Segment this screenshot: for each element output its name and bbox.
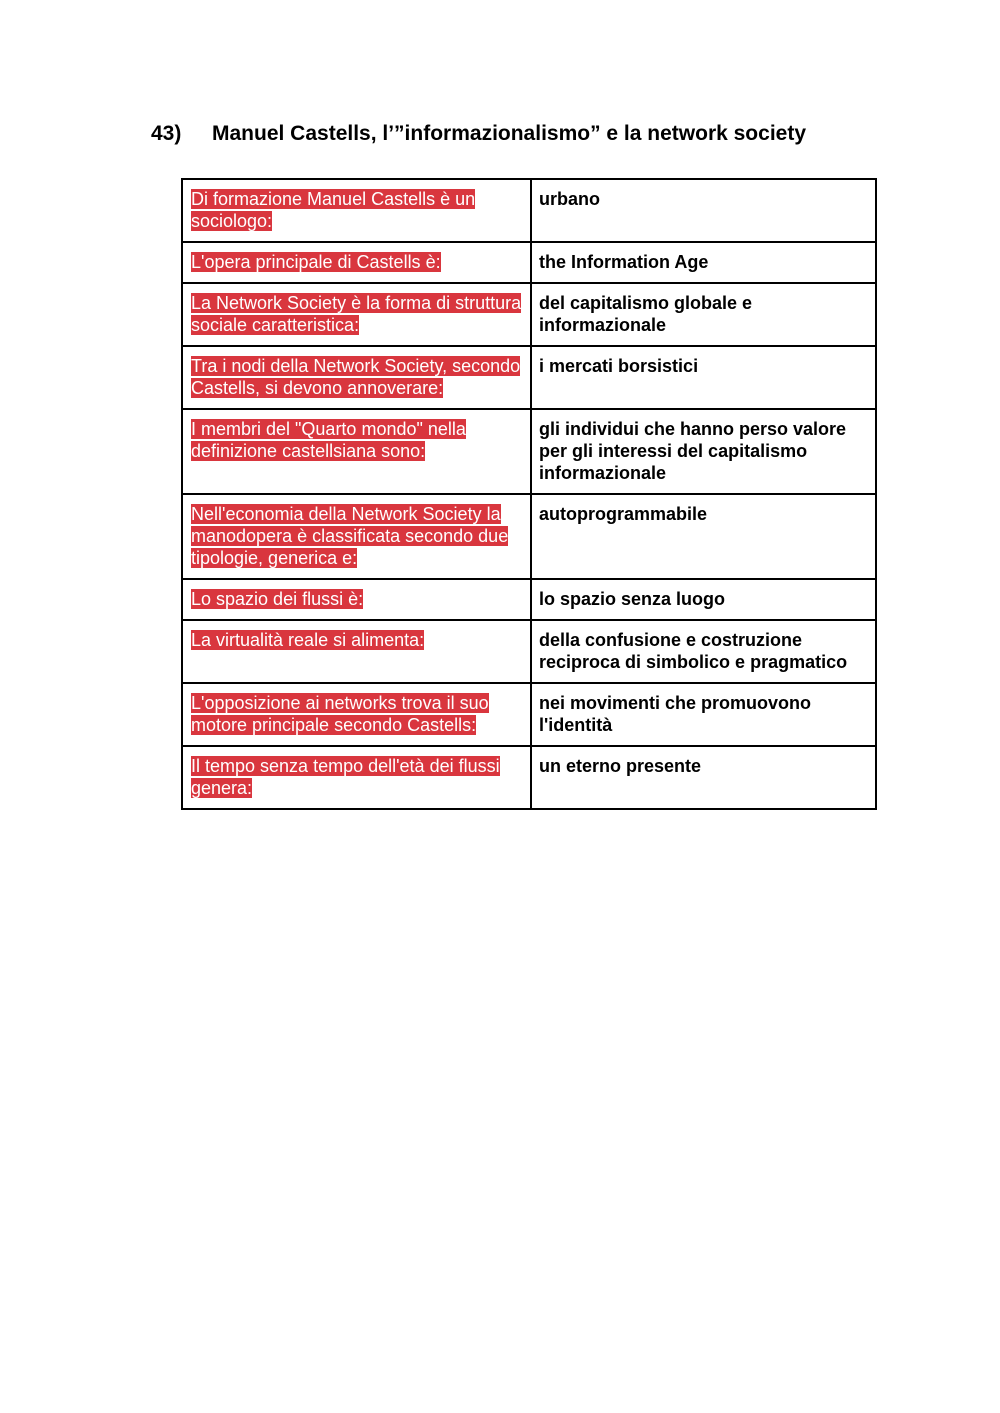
- question-cell: [182, 494, 531, 579]
- answer-cell: un eterno presente: [531, 746, 876, 809]
- question-text: La virtualità reale si alimenta:: [191, 630, 425, 650]
- table-row: [182, 683, 876, 746]
- answer-cell: autoprogrammabile: [531, 494, 876, 579]
- table-row: [182, 579, 876, 620]
- question-text: L'opposizione ai networks trova il suo motore principale secondo Castells:: [191, 693, 489, 735]
- question-cell: [182, 283, 531, 346]
- question-cell: [182, 579, 531, 620]
- table-row: [182, 283, 876, 346]
- table-row: [182, 494, 876, 579]
- table-row: [182, 746, 876, 809]
- answer-cell: della confusione e costruzione reciproca di simbolico e pragmatico: [531, 620, 876, 683]
- question-text: Il tempo senza tempo dell'età dei flussi genera:: [191, 756, 500, 798]
- question-cell: [182, 620, 531, 683]
- page-heading: [151, 120, 806, 148]
- answer-cell: gli individui che hanno perso valore per gli interessi del capitalismo informazionale: [531, 409, 876, 494]
- question-text: L'opera principale di Castells è:: [191, 252, 441, 272]
- question-cell: [182, 242, 531, 283]
- qa-table: [181, 178, 877, 810]
- question-cell: [182, 179, 531, 242]
- answer-cell: urbano: [531, 179, 876, 242]
- question-cell: [182, 346, 531, 409]
- question-cell: [182, 409, 531, 494]
- question-text: Lo spazio dei flussi è:: [191, 589, 364, 609]
- answer-cell: lo spazio senza luogo: [531, 579, 876, 620]
- question-text: Tra i nodi della Network Society, secondo Castells, si devono annoverare:: [191, 356, 521, 398]
- answer-cell: nei movimenti che promuovono l'identità: [531, 683, 876, 746]
- question-text: Di formazione Manuel Castells è un sociologo:: [191, 189, 476, 231]
- table-row: [182, 179, 876, 242]
- question-text: Nell'economia della Network Society la manodopera è classificata secondo due tipologie, generica e:: [191, 504, 509, 568]
- question-cell: [182, 746, 531, 809]
- question-text: I membri del "Quarto mondo" nella definizione castellsiana sono:: [191, 419, 466, 461]
- answer-cell: del capitalismo globale e informazionale: [531, 283, 876, 346]
- heading-number: 43): [151, 122, 182, 145]
- table-row: [182, 242, 876, 283]
- table-row: [182, 620, 876, 683]
- table-row: [182, 409, 876, 494]
- table-row: [182, 346, 876, 409]
- question-text: La Network Society è la forma di struttura sociale caratteristica:: [191, 293, 522, 335]
- question-cell: [182, 683, 531, 746]
- heading-title: Manuel Castells, l’”informazionalismo” e la network society: [212, 122, 806, 145]
- answer-cell: the Information Age: [531, 242, 876, 283]
- answer-cell: i mercati borsistici: [531, 346, 876, 409]
